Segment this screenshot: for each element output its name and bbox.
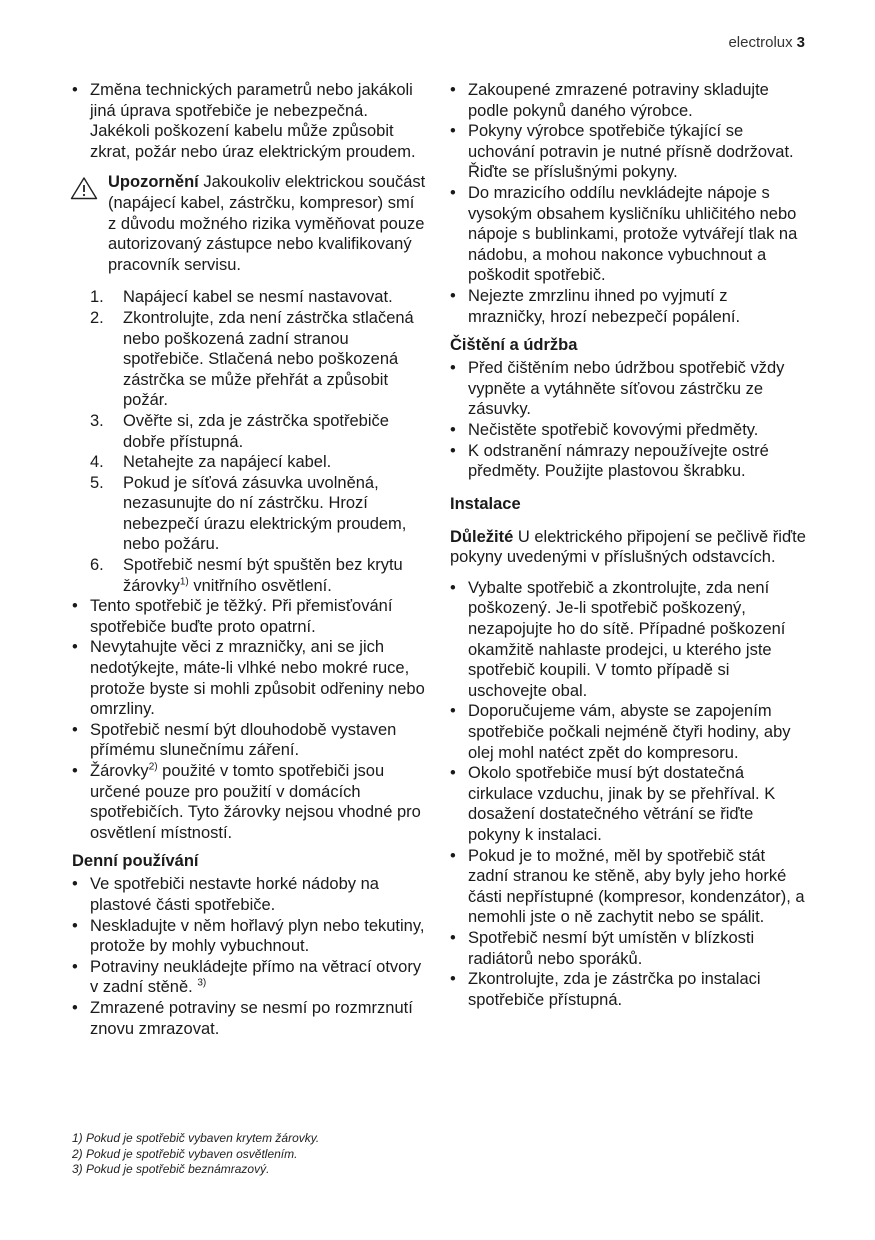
list-item: • Tento spotřebič je těžký. Při přemisťování spotřebiče buďte proto opatrní. [72, 597, 393, 636]
install-list [450, 578, 806, 1010]
left-column [72, 80, 426, 1039]
footnote-ref: 3) [197, 977, 207, 989]
footnotes [72, 1131, 319, 1178]
cleaning-list [450, 358, 806, 482]
list-item: • Pokyny výrobce spotřebiče týkající se uchování potravin je nutné přísně dodržovat. Řiďte se příslušnými pokyny. [450, 122, 794, 182]
warning-triangle-icon [70, 176, 98, 206]
warning-title: Upozornění [108, 173, 199, 192]
bullet-icon: • [450, 122, 456, 141]
important-title: Důležité [450, 527, 514, 546]
bullet-icon: • [72, 762, 78, 780]
list-item: • Doporučujeme vám, abyste se zapojením spotřebiče počkali nejméně čtyři hodiny, aby olej mohl natéct zpět do kompresoru. [450, 702, 791, 762]
bullet-icon: • [450, 702, 456, 721]
daily-list [72, 874, 426, 1039]
list-item: 5. Pokud je síťová zásuvka uvolněná, nezasunujte do ní zástrčku. Hrozí nebezpečí úrazu elektrickým proudem, nebo požáru. [90, 473, 407, 554]
bullet-icon: • [72, 638, 78, 657]
list-item: 2. Zkontrolujte, zda není zástrčka stlačená nebo poškozená zadní stranou spotřebiče. Stlačená nebo poškozená zástrčka se může přehřát a způsobit požár. [90, 308, 414, 410]
section-heading-daily: Denní používání [72, 852, 199, 871]
bullet-icon: • [450, 81, 456, 99]
bullet-icon: • [450, 441, 456, 460]
bullet-icon: • [450, 970, 456, 989]
list-item: • Zakoupené zmrazené potraviny skladujte podle pokynů daného výrobce. [450, 81, 769, 120]
list-item: • Spotřebič nesmí být dlouhodobě vystaven přímému slunečnímu záření. [72, 720, 397, 760]
bullet-icon: • [450, 183, 456, 202]
page-header [728, 34, 805, 51]
bullet-icon: • [72, 998, 78, 1017]
footnote-ref: 2) [148, 761, 158, 773]
bullet-icon: • [450, 359, 456, 378]
bullet-icon: • [450, 286, 456, 305]
list-item: 6. Spotřebič nesmí být spuštěn bez krytu žárovky$^{1)}$ vnitřního osvětlení. [90, 556, 403, 595]
bullet-icon: • [450, 764, 456, 783]
list-item: • Zkontrolujte, zda je zástrčka po instalaci spotřebiče přístupná. [450, 970, 761, 1009]
list-item: 4. Netahejte za napájecí kabel. [90, 453, 332, 472]
list-item: • Nečistěte spotřebič kovovými předměty. [450, 420, 759, 439]
list-item: • Potraviny neukládejte přímo na větrací otvory v zadní stěně. $^{3)}$ [72, 957, 422, 997]
daily-list-continued [450, 80, 806, 327]
bullet-icon: • [72, 875, 78, 894]
list-item: • Ve spotřebiči nestavte horké nádoby na plastové části spotřebiče. [72, 875, 379, 914]
footnote-ref: 1) [179, 576, 189, 588]
list-item: • Změna technických parametrů nebo jakákoli jiná úprava spotřebiče je nebezpečná. Jakékoli poškození kabelu může způsobit zkrat, požár nebo úraz elektrickým proudem. [72, 81, 416, 161]
section-heading-install: Instalace [450, 494, 521, 513]
list-item: • Okolo spotřebiče musí být dostatečná cirkulace vzduchu, jinak by se přehříval. K dosažení dostatečného větrání se řiďte pokyny k instalaci. [450, 764, 776, 844]
bullet-icon: • [72, 81, 78, 99]
right-column [450, 80, 806, 1010]
section-heading-cleaning: Čištění a údržba [450, 336, 578, 355]
bullet-icon: • [72, 957, 78, 976]
important-note: Důležité U elektrického připojení se pečlivě řiďte pokyny uvedenými v příslušných odstavcích. [450, 527, 806, 567]
warning-box [72, 172, 426, 275]
list-item: • Před čištěním nebo údržbou spotřebič vždy vypněte a vytáhněte síťovou zástrčku ze zásuvky. [450, 359, 785, 419]
footnote: 2) Pokud je spotřebič vybaven osvětlením. [72, 1146, 298, 1161]
list-item: • Nevytahujte věci z mrazničky, ani se jich nedotýkejte, máte-li vlhké nebo mokré ruce, protože byste si mohli způsobit odřeniny nebo omrzliny. [72, 638, 425, 719]
bullet-icon: • [450, 928, 456, 947]
warning-text: Jakoukoliv elektrickou součást (napájecí kabel, zástrčku, kompresor) smí z důvodu možného rizika vyměňovat pouze autorizovaný zástupce nebo kvalifikovaný pracovník servisu. [108, 173, 426, 274]
list-item: • Neskladujte v něm hořlavý plyn nebo tekutiny, protože by mohly vybuchnout. [72, 916, 425, 956]
list-item: • Zmrazené potraviny se nesmí po rozmrznutí znovu zmrazovat. [72, 998, 413, 1038]
intro-list [72, 80, 426, 162]
list-item: • Žárovky$^{2)}$ použité v tomto spotřebiči jsou určené pouze pro použití v domácích spotřebičích. Tyto žárovky nejsou vhodné pro osvětlení místností. [72, 761, 421, 842]
numbered-list [72, 287, 426, 596]
list-item: • Spotřebič nesmí být umístěn v blízkosti radiátorů nebo sporáků. [450, 928, 755, 968]
footnote: 1) Pokud je spotřebič vybaven krytem žárovky. [72, 1131, 320, 1145]
page-number: 3 [796, 34, 805, 51]
bullet-icon: • [72, 916, 78, 935]
list-item: • Vybalte spotřebič a zkontrolujte, zda není poškozený. Je-li spotřebič poškozený, nezapojujte ho do sítě. Případné poškození okamžitě nahlaste prodejci, u kterého jste spotřebič koupili. V tomto případě si uschovejte obal. [450, 578, 786, 700]
bullet-icon: • [72, 597, 78, 616]
list-item: 1. Napájecí kabel se nesmí nastavovat. [90, 288, 393, 307]
bullet-icon: • [450, 420, 456, 439]
list-item: • Nejezte zmrzlinu ihned po vyjmutí z mrazničky, hrozí nebezpečí popálení. [450, 286, 741, 326]
list-item: 3. Ověřte si, zda je zástrčka spotřebiče dobře přístupná. [90, 411, 389, 451]
safety-list [72, 596, 426, 843]
brand-name: electrolux [728, 34, 793, 51]
list-item: • K odstranění námrazy nepoužívejte ostré předměty. Použijte plastovou škrabku. [450, 441, 769, 481]
list-item: • Do mrazicího oddílu nevkládejte nápoje s vysokým obsahem kysličníku uhličitého nebo nápoje s bublinkami, protože vytvářejí tlak na nádobu, a mohou nakonce vybuchnout a poškodit spotřebič. [450, 183, 798, 285]
footnote: 3) Pokud je spotřebič beznámrazový. [72, 1162, 270, 1176]
list-item: • Pokud je to možné, měl by spotřebič stát zadní stranou ke stěně, aby byly jeho horké části nepřístupné (kompresor, kondenzátor), a nemohli jste o ně zachytit nebo se spálit. [450, 846, 805, 927]
bullet-icon: • [450, 846, 456, 865]
bullet-icon: • [450, 578, 456, 597]
bullet-icon: • [72, 720, 78, 739]
